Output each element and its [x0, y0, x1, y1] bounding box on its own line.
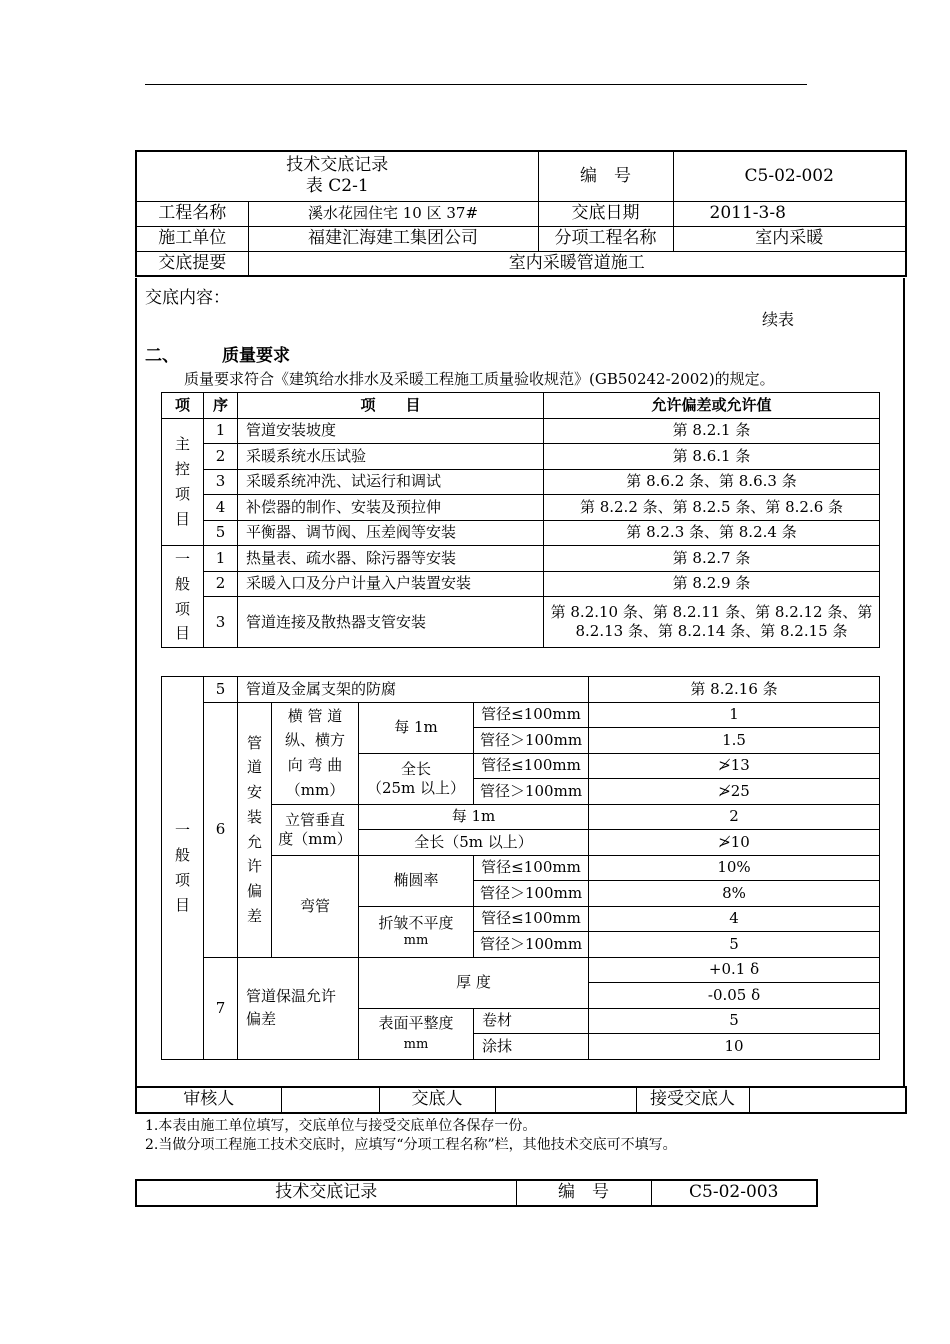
label-line: 管道保温允许	[246, 987, 337, 1006]
reviewer-field	[281, 1087, 379, 1113]
group-general	[162, 546, 204, 648]
row-item: 管道安装坡度	[238, 418, 544, 444]
row-item: 采暖系统冲洗、试运行和调试	[238, 469, 544, 495]
row-value-line: 第 8.2.10 条、第 8.2.11 条、第 8.2.12 条、第	[550, 603, 873, 622]
row-no: 3	[204, 469, 238, 495]
label-char: 道	[246, 758, 262, 777]
group-char: 项	[174, 599, 190, 618]
label-char: 许	[246, 857, 262, 876]
vert-per-1m: 每 1m	[359, 804, 589, 830]
label-line: 向 弯 曲	[287, 756, 343, 774]
date-value: 2011-3-8	[673, 201, 906, 226]
row-value: +0.1 δ	[589, 957, 880, 983]
full-length-label	[359, 753, 474, 804]
row-value: 5	[589, 932, 880, 958]
group-char: 项	[174, 870, 190, 889]
summary-value: 室内采暖管道施工	[248, 251, 906, 276]
pipe-install-label	[238, 702, 272, 957]
group-char: 般	[174, 574, 190, 593]
row-item: 热量表、疏水器、除污器等安装	[238, 546, 544, 572]
label-char: 差	[246, 906, 262, 925]
row-item: 补偿器的制作、安装及预拉伸	[238, 495, 544, 521]
label-line: （mm）	[285, 780, 345, 799]
horizontal-bend-label	[272, 702, 359, 804]
row-value: 第 8.6.2 条、第 8.6.3 条	[544, 469, 880, 495]
receiver-label: 接受交底人	[636, 1087, 749, 1113]
row-item: 管道及金属支架的防腐	[238, 677, 589, 703]
smear-label: 涂抹	[474, 1034, 589, 1060]
label-line: （25m 以上）	[366, 778, 466, 797]
group-char: 一	[174, 821, 190, 840]
row-no: 5	[204, 677, 238, 703]
row-value: ≯13	[589, 753, 880, 779]
note-2: 2.当做分项工程施工技术交底时，应填写“分项工程名称”栏，其他技术交底可不填写。	[145, 1137, 677, 1153]
form-title-line2: 表 C2-1	[305, 176, 369, 197]
label-line: 表面平整度	[378, 1014, 454, 1032]
diameter-gt100: 管径＞100mm	[474, 728, 589, 754]
row-value: 5	[589, 1008, 880, 1034]
row-value: 1.5	[589, 728, 880, 754]
label-char: 安	[246, 783, 262, 801]
group-char: 主	[174, 435, 190, 454]
group-main-control	[162, 418, 204, 546]
next-title: 技术交底记录	[136, 1180, 516, 1206]
row-value: 第 8.2.7 条	[544, 546, 880, 572]
row-no: 5	[204, 520, 238, 546]
label-line: 立管垂直	[284, 810, 345, 829]
row-no: 4	[204, 495, 238, 521]
row-no: 3	[204, 597, 238, 648]
next-header-table	[135, 1179, 818, 1207]
bend-label: 弯管	[272, 855, 359, 957]
wrinkle-label	[359, 906, 474, 957]
summary-label: 交底提要	[136, 251, 248, 276]
row-no: 2	[204, 444, 238, 470]
label-line: 全长	[400, 759, 431, 778]
col-header-category: 项	[162, 393, 204, 419]
group-char: 控	[174, 460, 190, 478]
row-no: 6	[204, 702, 238, 957]
reviewer-label: 审核人	[136, 1087, 281, 1113]
label-line: 折皱不平度	[378, 914, 454, 932]
per-1m-label: 每 1m	[359, 702, 474, 753]
date-label: 交底日期	[538, 201, 673, 226]
discloser-label: 交底人	[379, 1087, 495, 1113]
continued-label: 续表	[762, 310, 795, 329]
quality-table-1	[161, 392, 880, 648]
row-value: -0.05 δ	[589, 983, 880, 1009]
diameter-le100: 管径≤100mm	[474, 753, 589, 779]
unit-label: 施工单位	[136, 226, 248, 251]
row-no: 2	[204, 571, 238, 597]
signature-table	[135, 1086, 907, 1114]
row-value: 第 8.2.2 条、第 8.2.5 条、第 8.2.6 条	[544, 495, 880, 521]
receiver-field	[749, 1087, 906, 1113]
row-item: 管道连接及散热器支管安装	[238, 597, 544, 648]
diameter-le100: 管径≤100mm	[474, 906, 589, 932]
project-value: 溪水花园住宅 10 区 37#	[248, 201, 538, 226]
label-char: 偏	[246, 882, 262, 900]
intro-text: 质量要求符合《建筑给水排水及采暖工程施工质量验收规范》(GB50242-2002)的规定。	[184, 370, 775, 388]
row-value: 4	[589, 906, 880, 932]
row-value: 8%	[589, 881, 880, 907]
row-value: 第 8.2.1 条	[544, 418, 880, 444]
ellipse-label: 椭圆率	[359, 855, 474, 906]
group-char: 目	[174, 509, 190, 528]
form-title	[136, 151, 538, 201]
header-table	[135, 150, 907, 277]
top-rule	[145, 84, 807, 85]
group-char: 目	[174, 895, 190, 914]
group-char: 一	[174, 550, 190, 568]
diameter-gt100: 管径＞100mm	[474, 932, 589, 958]
label-char: 允	[246, 832, 262, 851]
group-general-2	[162, 677, 204, 1060]
row-item: 采暖入口及分户计量入户装置安装	[238, 571, 544, 597]
col-header-tolerance: 允许偏差或允许值	[544, 393, 880, 419]
flatness-label	[359, 1008, 474, 1059]
label-char: 装	[246, 807, 262, 826]
row-value: 第 8.2.3 条、第 8.2.4 条	[544, 520, 880, 546]
insulation-label	[238, 957, 359, 1059]
label-line: 横 管 道	[287, 706, 343, 725]
row-no: 7	[204, 957, 238, 1059]
row-no: 1	[204, 546, 238, 572]
diameter-gt100: 管径＞100mm	[474, 881, 589, 907]
label-line: mm	[403, 932, 429, 948]
diameter-le100: 管径≤100mm	[474, 855, 589, 881]
row-value: 第 8.6.1 条	[544, 444, 880, 470]
section-number: 二、	[145, 346, 179, 366]
label-char: 管	[246, 733, 262, 752]
row-value: 10%	[589, 855, 880, 881]
label-line: 偏差	[246, 1010, 277, 1028]
row-value: 10	[589, 1034, 880, 1060]
number-label: 编 号	[538, 151, 673, 201]
vertical-label	[272, 804, 359, 855]
project-label: 工程名称	[136, 201, 248, 226]
next-number-label: 编 号	[516, 1180, 651, 1206]
row-value: 1	[589, 702, 880, 728]
form-title-line1: 技术交底记录	[286, 155, 389, 175]
row-value-line: 8.2.13 条、第 8.2.14 条、第 8.2.15 条	[575, 622, 848, 640]
row-value: ≯10	[589, 830, 880, 856]
note-1: 1.本表由施工单位填写，交底单位与接受交底单位各保存一份。	[145, 1118, 537, 1134]
unit-value: 福建汇海建工集团公司	[248, 226, 538, 251]
row-value: 2	[589, 804, 880, 830]
col-header-item: 项 目	[238, 393, 544, 419]
row-value: 第 8.2.16 条	[589, 677, 880, 703]
col-header-seq: 序	[204, 393, 238, 419]
row-value	[544, 597, 880, 648]
label-line: 纵、横方	[284, 731, 345, 750]
number-value: C5-02-002	[673, 151, 906, 201]
subitem-value: 室内采暖	[673, 226, 906, 251]
quality-table-2	[161, 676, 880, 1060]
thickness-label: 厚 度	[359, 957, 589, 1008]
diameter-le100: 管径≤100mm	[474, 702, 589, 728]
row-no: 1	[204, 418, 238, 444]
row-item: 平衡器、调节阀、压差阀等安装	[238, 520, 544, 546]
content-label: 交底内容：	[145, 288, 230, 308]
diameter-gt100: 管径＞100mm	[474, 779, 589, 805]
row-item: 采暖系统水压试验	[238, 444, 544, 470]
row-value: ≯25	[589, 779, 880, 805]
row-value: 第 8.2.9 条	[544, 571, 880, 597]
group-char: 项	[174, 484, 190, 503]
group-char: 目	[174, 624, 190, 643]
group-char: 般	[174, 846, 190, 864]
next-number-value: C5-02-003	[651, 1180, 817, 1206]
section-title: 质量要求	[222, 346, 290, 366]
label-line: mm	[403, 1036, 429, 1052]
roll-label: 卷材	[474, 1008, 589, 1034]
discloser-field	[495, 1087, 636, 1113]
label-line: 度（mm）	[278, 829, 352, 848]
vert-full-length: 全长（5m 以上）	[359, 830, 589, 856]
subitem-label: 分项工程名称	[538, 226, 673, 251]
